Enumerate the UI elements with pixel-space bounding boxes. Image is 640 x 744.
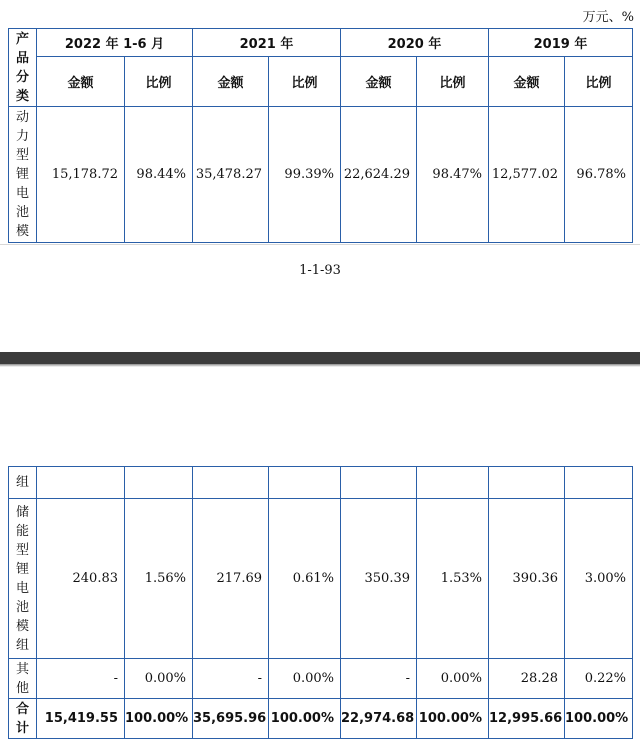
cell-value: 217.69 — [193, 499, 269, 659]
category-power-continued: 组 — [9, 467, 37, 499]
category-power: 动 力 型 锂 电 池 模 — [9, 107, 37, 243]
cell-value: 0.00% — [269, 659, 341, 699]
cell-value: 0.61% — [269, 499, 341, 659]
cell-value: 100.00% — [565, 699, 633, 739]
cell-value: 96.78% — [565, 107, 633, 243]
cell-value: 98.44% — [125, 107, 193, 243]
cell-value: 12,577.02 — [489, 107, 565, 243]
revenue-table-part-1 — [8, 28, 633, 243]
cell-value: 99.39% — [269, 107, 341, 243]
page-divider — [0, 352, 640, 364]
cell-value: 35,695.96 — [193, 699, 269, 739]
page-divider-shadow — [0, 364, 640, 367]
cell-value: 1.53% — [417, 499, 489, 659]
period-header-2020: 2020 年 — [341, 29, 489, 57]
ratio-header: 比例 — [125, 57, 193, 107]
table-row-power-continued — [9, 467, 633, 499]
cell-value: - — [341, 659, 417, 699]
cell-value: 100.00% — [417, 699, 489, 739]
cell-value: 0.00% — [417, 659, 489, 699]
cell-value: 22,624.29 — [341, 107, 417, 243]
period-header-2022h1: 2022 年 1-6 月 — [37, 29, 193, 57]
amount-header: 金额 — [341, 57, 417, 107]
cell-value: 0.00% — [125, 659, 193, 699]
ratio-header: 比例 — [417, 57, 489, 107]
ratio-header: 比例 — [269, 57, 341, 107]
cell-value: 28.28 — [489, 659, 565, 699]
page-number: 1-1-93 — [299, 263, 341, 278]
cell-value: 100.00% — [125, 699, 193, 739]
cell-value: 35,478.27 — [193, 107, 269, 243]
unit-label: 万元、% — [582, 10, 634, 25]
table-row-other — [9, 659, 633, 699]
revenue-table-part-2 — [8, 466, 633, 739]
table-row-power — [9, 107, 633, 243]
amount-header: 金额 — [193, 57, 269, 107]
cell-value: - — [37, 659, 125, 699]
cell-value: 390.36 — [489, 499, 565, 659]
cell-value: 3.00% — [565, 499, 633, 659]
cell-value: 1.56% — [125, 499, 193, 659]
period-header-2019: 2019 年 — [489, 29, 633, 57]
page-edge-line — [0, 244, 640, 245]
category-storage: 储 能 型 锂 电 池 模 组 — [9, 499, 37, 659]
ratio-header: 比例 — [565, 57, 633, 107]
period-header-2021: 2021 年 — [193, 29, 341, 57]
category-other: 其 他 — [9, 659, 37, 699]
category-total: 合 计 — [9, 699, 37, 739]
cell-value: - — [193, 659, 269, 699]
cell-value: 15,419.55 — [37, 699, 125, 739]
table-row-storage — [9, 499, 633, 659]
cell-value: 15,178.72 — [37, 107, 125, 243]
table-row-total — [9, 699, 633, 739]
category-header: 产 品 分 类 — [9, 29, 37, 107]
cell-value: 98.47% — [417, 107, 489, 243]
cell-value: 12,995.66 — [489, 699, 565, 739]
cell-value: 350.39 — [341, 499, 417, 659]
cell-value: 240.83 — [37, 499, 125, 659]
amount-header: 金额 — [489, 57, 565, 107]
cell-value: 100.00% — [269, 699, 341, 739]
amount-header: 金额 — [37, 57, 125, 107]
cell-value: 22,974.68 — [341, 699, 417, 739]
cell-value: 0.22% — [565, 659, 633, 699]
